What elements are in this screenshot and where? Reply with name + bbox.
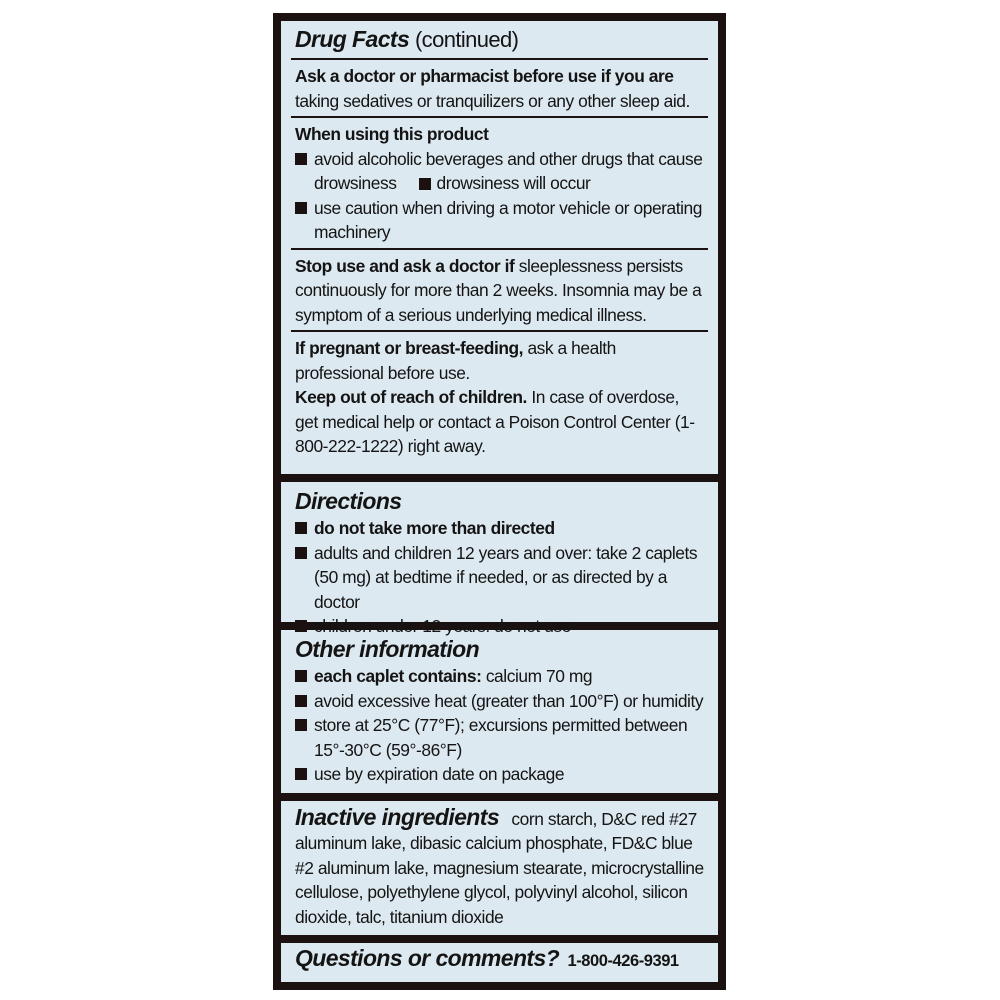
- inactive-ingredients-text: corn starch, D&C red #27 aluminum lake, dibasic calcium phosphate, FD&C blue #2 aluminum lake, magnesium stearate, microcrystalline cellulose, polyethylene glycol, polyvinyl alcohol, silicon dioxide, talc, titanium dioxide: [295, 808, 704, 927]
- ask-doctor-section: [295, 64, 704, 113]
- square-bullet-icon: [295, 719, 307, 731]
- pregnant-text: ask a health professional before use.: [295, 338, 616, 383]
- stop-use-section: [295, 254, 704, 328]
- keep-out-heading: Keep out of reach of children.: [295, 387, 527, 407]
- list-item-text: avoid alcoholic beverages and other drugs that cause drowsiness: [314, 148, 703, 193]
- list-item: [295, 541, 704, 615]
- other-information-title: Other information: [295, 636, 480, 662]
- inactive-ingredients-title: Inactive ingredients: [295, 803, 500, 830]
- list-item: [295, 614, 704, 639]
- questions-phone: 1-800-426-9391: [567, 952, 679, 970]
- pregnant-heading: If pregnant or breast-feeding,: [295, 338, 524, 358]
- square-bullet-icon: [295, 670, 307, 682]
- square-bullet-icon: [295, 522, 307, 534]
- list-item-text: children under 12 years: do not use: [314, 616, 571, 636]
- questions-panel: [281, 943, 718, 982]
- title-continued: (continued): [414, 27, 519, 52]
- directions-panel: [281, 482, 718, 636]
- square-bullet-icon: [419, 178, 431, 190]
- title-text: Drug Facts: [295, 26, 410, 52]
- list-item: [295, 713, 704, 762]
- list-item-text: drowsiness will occur: [436, 173, 591, 193]
- square-bullet-icon: [295, 153, 307, 165]
- list-item-text: calcium 70 mg: [485, 666, 593, 686]
- list-item-text: adults and children 12 years and over: take 2 caplets (50 mg) at bedtime if needed, or as directed by a doctor: [314, 542, 698, 612]
- list-item: [295, 147, 704, 196]
- list-item: [295, 762, 704, 787]
- list-item-text: avoid excessive heat (greater than 100°F) or humidity: [314, 690, 704, 711]
- when-using-section: [295, 122, 704, 245]
- inactive-ingredients-panel: [281, 801, 718, 936]
- drug-facts-title: [295, 24, 704, 55]
- pregnant-section: [295, 336, 704, 385]
- drug-facts-label: [273, 13, 726, 990]
- square-bullet-icon: [295, 620, 307, 632]
- square-bullet-icon: [295, 202, 307, 214]
- directions-title: Directions: [295, 488, 402, 514]
- square-bullet-icon: [295, 547, 307, 559]
- list-item-text: store at 25°C (77°F); excursions permitted between 15°-30°C (59°-86°F): [314, 715, 688, 760]
- divider: [291, 58, 708, 60]
- list-item: [295, 196, 704, 245]
- list-item-bold: do not take more than directed: [314, 518, 555, 538]
- when-using-heading: When using this product: [295, 124, 489, 144]
- stop-use-text: sleeplessness persists continuously for more than 2 weeks. Insomnia may be a symptom of a serious underlying medical illness.: [295, 255, 702, 325]
- stop-use-heading: Stop use and ask a doctor if: [295, 255, 515, 276]
- divider: [291, 248, 708, 250]
- square-bullet-icon: [295, 768, 307, 780]
- list-item-text: use caution when driving a motor vehicle or operating machinery: [314, 197, 702, 242]
- square-bullet-icon: [295, 695, 307, 707]
- list-item: [295, 664, 704, 689]
- list-item-bold: each caplet contains:: [314, 666, 482, 686]
- list-item: [295, 516, 704, 541]
- list-item: [295, 689, 704, 714]
- keep-out-text: In case of overdose, get medical help or contact a Poison Control Center (1-800-222-1222) right away.: [295, 387, 695, 456]
- keep-out-section: [295, 385, 704, 459]
- divider: [291, 116, 708, 118]
- ask-doctor-text: taking sedatives or tranquilizers or any other sleep aid.: [295, 90, 690, 111]
- list-item-text: use by expiration date on package: [314, 764, 565, 784]
- divider: [291, 330, 708, 332]
- drug-facts-warnings-panel: [281, 21, 718, 474]
- inline-bullet: [419, 173, 591, 193]
- questions-title: Questions or comments?: [295, 945, 560, 971]
- ask-doctor-heading: Ask a doctor or pharmacist before use if you are: [295, 66, 674, 86]
- other-information-panel: [281, 630, 718, 793]
